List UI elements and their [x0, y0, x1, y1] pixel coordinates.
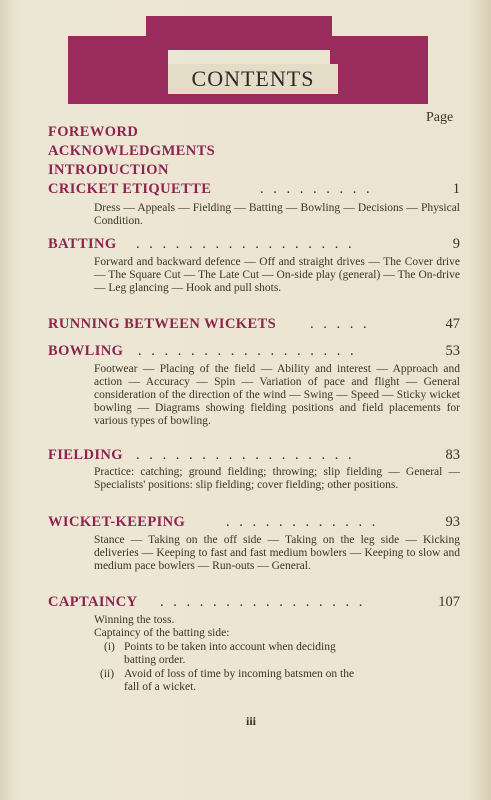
- dot-leader: . . . . . . . . . . . . . . . .: [160, 594, 366, 610]
- captaincy-line-toss: Winning the toss.: [94, 614, 175, 626]
- entry-page-number: 93: [445, 514, 460, 530]
- captaincy-item-number: (ii): [100, 668, 115, 680]
- toc-entry-bowling: [48, 343, 460, 360]
- entry-title: FIELDING: [48, 447, 123, 463]
- dot-leader: . . . . .: [310, 316, 370, 332]
- entry-page-number: 83: [445, 447, 460, 463]
- dot-leader: . . . . . . . . . . . .: [226, 514, 379, 530]
- entry-page-number: 53: [445, 343, 460, 359]
- front-matter-foreword: FOREWORD: [48, 124, 139, 140]
- captaincy-item-continuation: batting order.: [124, 654, 186, 666]
- entry-title: BOWLING: [48, 343, 124, 359]
- captaincy-item-text: Points to be taken into account when deciding: [124, 641, 336, 653]
- captaincy-item-text: Avoid of loss of time by incoming batsmen on the: [124, 668, 355, 680]
- toc-entry-running-between-wickets: [48, 316, 460, 333]
- entry-title: CAPTAINCY: [48, 594, 138, 610]
- captaincy-item-continuation: fall of a wicket.: [124, 681, 197, 693]
- dot-leader: . . . . . . . . . . . . . . . . .: [138, 343, 357, 359]
- page-number-footer: iii: [246, 714, 257, 728]
- entry-page-number: 47: [445, 316, 460, 332]
- toc-entry-cricket-etiquette: [48, 181, 460, 198]
- entry-title: CRICKET ETIQUETTE: [48, 181, 212, 197]
- entry-title: BATTING: [48, 236, 117, 252]
- dot-leader: . . . . . . . . . . . . . . . . .: [136, 447, 355, 463]
- entry-description: Stance — Taking on the off side — Taking on the leg side — Kicking deliveries — Keeping to fast and fast medium bowlers — Keeping to slow and medium pace bowlers — Run-outs — General.: [94, 534, 460, 572]
- dot-leader: . . . . . . . . .: [260, 181, 373, 197]
- entry-description: Dress — Appeals — Fielding — Batting — Bowling — Decisions — Physical Condition.: [94, 202, 460, 227]
- header-strip-top: [146, 16, 332, 50]
- entry-description: Footwear — Placing of the field — Ability and interest — Approach and action — Accuracy — Spin — Variation of pace and flight — General consideration of the direction of the wind — Swing — Speed — Sticky wicket bowling — Diagrams showing fielding positions and field placements for various types of bowling.: [94, 363, 460, 427]
- entry-title: WICKET-KEEPING: [48, 514, 186, 530]
- entry-description: Forward and backward defence — Off and straight drives — The Cover drive — The Square Cut — The Late Cut — On-side play (general) — The On-drive — Leg glancing — Hook and pull shots.: [94, 256, 460, 294]
- page-column-label: Page: [426, 110, 454, 125]
- toc-entry-captaincy: [48, 594, 460, 611]
- entry-page-number: 107: [438, 594, 460, 610]
- entry-title: RUNNING BETWEEN WICKETS: [48, 316, 277, 332]
- toc-entry-fielding: [48, 447, 460, 464]
- toc-entry-batting: [48, 236, 460, 253]
- captaincy-item-number: (i): [104, 641, 115, 653]
- front-matter-introduction: INTRODUCTION: [48, 162, 169, 178]
- entry-description: Practice: catching; ground fielding; throwing; slip fielding — General — Specialists' positions: slip fielding; cover fielding; other positions.: [94, 466, 460, 491]
- dot-leader: . . . . . . . . . . . . . . . . .: [136, 236, 355, 252]
- entry-page-number: 1: [452, 181, 460, 197]
- entry-page-number: 9: [452, 236, 460, 252]
- toc-entry-wicket-keeping: [48, 514, 460, 531]
- front-matter-acknowledgments: ACKNOWLEDGMENTS: [48, 143, 216, 159]
- captaincy-line-batting-side: Captaincy of the batting side:: [94, 627, 230, 639]
- page-title: CONTENTS: [168, 64, 338, 94]
